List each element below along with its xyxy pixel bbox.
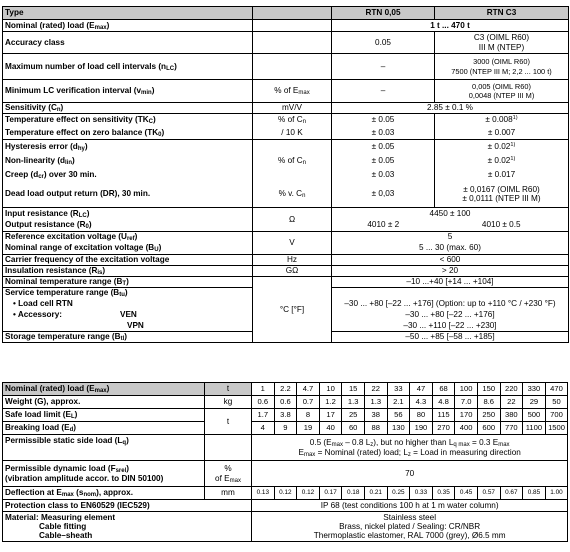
table-row: Nominal range of excitation voltage $(B_U)$ 5 ... 30 (max. 60) <box>3 243 569 255</box>
table-row: Output resistance $(R_0)$ 4010 ± 2 4010 ± 0.5 <box>3 220 569 232</box>
table-row: Non-linearity $(d_{lin})$ % of $C_n$ ± 0.05 ± $0.02^{1)}$ <box>3 154 569 168</box>
table-row: Temperature effect on zero balance $(TK_0)$ / 10 K ± 0.03 ± 0.007 <box>3 127 569 140</box>
table-row: Service temperature range $(B_{tu})$ <box>3 288 569 299</box>
table-row: Nominal (rated) load $(E_{max})$ 1 t ... 470 t <box>3 20 569 32</box>
table-row: Accuracy class 0.05 C3 (OIML R60) III M (NTEP) <box>3 32 569 54</box>
table-row: Maximum number of load cell intervals $(n_{LC})$ – 3000 (OIML R60) 7500 (NTEP III M; 2,2 ... 100 t) <box>3 54 569 80</box>
table-header-row <box>3 7 569 20</box>
table-row-material: Material: Measuring element Cable fitting Cable–sheath Stainless steel Brass, nickel plated / Sealing: CR/NBR Thermoplastic elastomer, RAL 7000 (grey), Ø6.5 mm <box>3 512 568 542</box>
table-row: Dead load output return (DR), 30 min. % v. $C_n$ ± 0,03 ± 0,0167 (OIML R60) ± 0,0111 (NTEP III M) <box>3 182 569 208</box>
table-row: Storage temperature range $(B_{tl})$ –50 ... +85 [–58 ... +185] <box>3 332 569 343</box>
load-range-table <box>2 382 568 542</box>
table-row: • Load cell RTN –30 ... +80 [–22 ... +176] (Option: up to +110 °C / +230 °F) <box>3 299 569 310</box>
table-row-breaking-load: Breaking load $(E_d)$ 4 9 19 40 60 88 130 190 270 400 600 770 1100 1500 <box>3 422 568 435</box>
table-row: Sensitivity $(C_n)$ mV/V 2.85 ± 0.1 % <box>3 103 569 114</box>
table-row: Insulation resistance $(R_{is})$ GΩ > 20 <box>3 266 569 277</box>
table-row: Temperature effect on sensitivity $(TK_C)$ % of $C_n$ ± 0.05 ± $0.008^{1)}$ <box>3 114 569 127</box>
type-header: Type <box>3 7 253 20</box>
table-row-protection: Protection class to EN60529 (IEC529) IP 68 (test conditions 100 h at 1 m water column) <box>3 500 568 512</box>
rtn-c3-header: RTN C3 <box>435 7 569 20</box>
table-row: Hysteresis error $(d_{hy})$ ± 0.05 ± $0.02^{1)}$ <box>3 140 569 154</box>
table-row: Input resistance $(R_{LC})$ Ω 4450 ± 100 <box>3 208 569 220</box>
table-row: Creep $(d_{cr})$ over 30 min. ± 0.03 ± 0.017 <box>3 168 569 182</box>
table-row-static-side-load: Permissible static side load $(L_q)$ 0.5 ($E_{max} - 0.8$ $L_z$), but no higher than $L_{q max} = 0.3$ $E_{max}$ $E_{max}$ = Nominal (rated) load; $L_z$ = Load in measuring direction <box>3 435 568 461</box>
specifications-table <box>2 6 569 343</box>
table-row: • Accessory: VEN –30 ... +80 [–22 ... +176] <box>3 310 569 321</box>
table-row-dynamic-load: Permissible dynamic load $(F_{srel})$ (vibration amplitude accor. to DIN 50100) % of $E_{max}$ 70 <box>3 461 568 487</box>
table-row-safe-load: Safe load limit $(E_L)$ t 1.7 3.8 8 17 25 38 56 80 115 170 250 380 500 700 <box>3 409 568 422</box>
table-row-weight: Weight (G), approx. kg 0.6 0.6 0.7 1.2 1.3 1.3 2.1 4.3 4.8 7.0 8.6 22 29 50 <box>3 396 568 409</box>
table-row: VPN –30 ... +110 [–22 ... +230] <box>3 321 569 332</box>
table-row-nominal: Nominal (rated) load $(E_{max})$ t 1 2.2 4.7 10 15 22 33 47 68 100 150 220 330 470 <box>3 383 568 396</box>
table-row: Reference excitation voltage $(U_{ref})$ V 5 <box>3 232 569 243</box>
table-row: Carrier frequency of the excitation voltage Hz < 600 <box>3 255 569 266</box>
table-row: Nominal temperature range $(B_T)$ °C [°F] –10 ...+40 [+14 ... +104] <box>3 277 569 288</box>
rtn-005-header: RTN 0,05 <box>332 7 435 20</box>
table-row: Minimum LC verification interval $(v_{min})$ % of $E_{max}$ – 0,005 (OIML R60) 0,0048 (NTEP III M) <box>3 80 569 103</box>
table-row-deflection: Deflection at $E_{max}$ $(s_{nom})$, approx. mm 0.13 0.12 0.12 0.17 0.18 0.21 0.25 0.33 0.35 0.45 0.57 0.67 0.85 1.00 <box>3 487 568 500</box>
